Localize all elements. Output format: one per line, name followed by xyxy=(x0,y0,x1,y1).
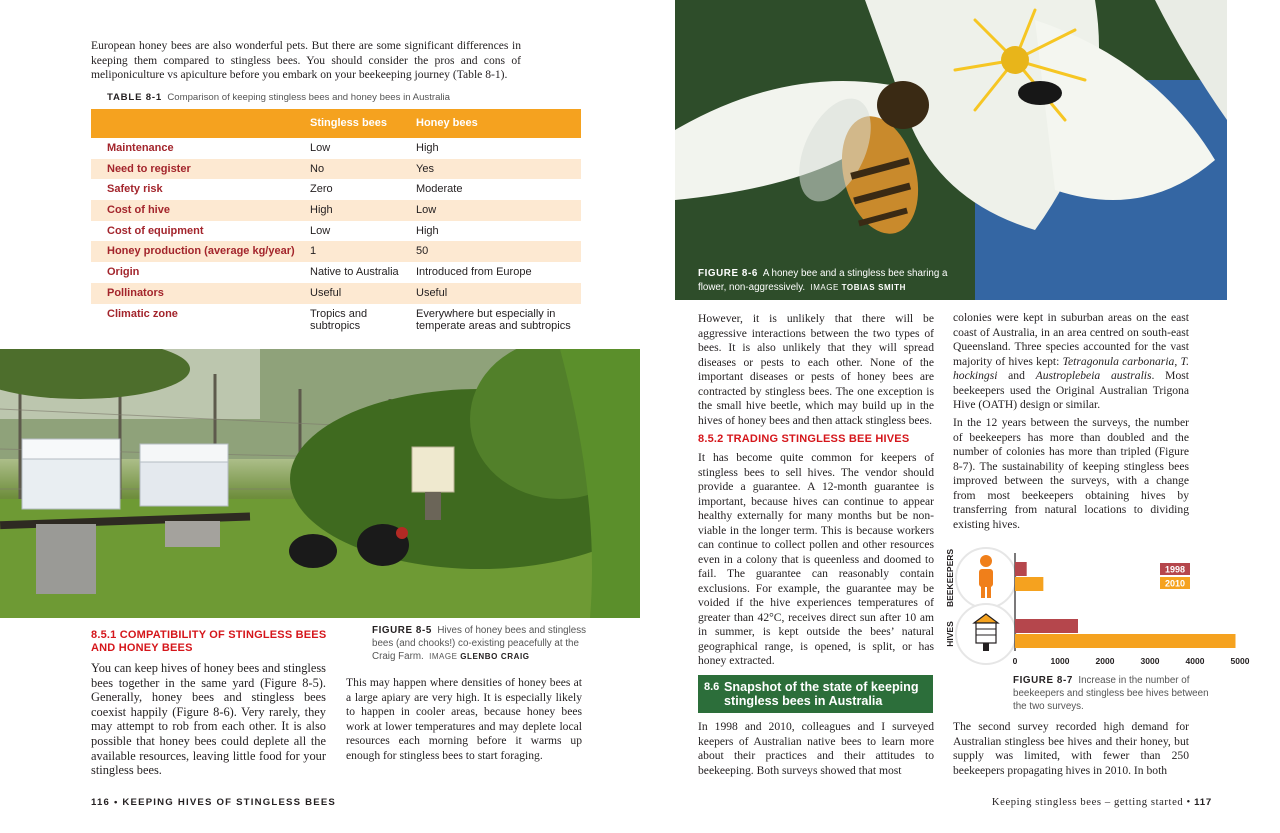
section-number: 8.6 xyxy=(704,681,720,693)
table-row xyxy=(91,241,581,262)
cell-honey: Useful xyxy=(416,286,448,299)
table-header-honey: Honey bees xyxy=(416,117,478,129)
table-row xyxy=(91,179,581,200)
row-label: Need to register xyxy=(107,162,191,175)
row-label: Climatic zone xyxy=(107,307,178,320)
table-row xyxy=(91,221,581,242)
section-heading-8-5-1: 8.5.1 COMPATIBILITY OF STINGLESS BEES AND HONEY BEES xyxy=(91,629,327,654)
credit-name: TOBIAS SMITH xyxy=(841,282,906,292)
cell-honey: Yes xyxy=(416,162,434,175)
figure-text: Hives of honey bees and stingless bees (and chooks!) co-existing peacefully at the Craig Farm. xyxy=(372,625,587,662)
cell-stingless: Tropics and subtropics xyxy=(310,307,368,332)
paragraph-snapshot-3: In the 12 years between the surveys, the number of beekeepers has more than doubled and the number of colonies has more than tripled (Figure 8-7). The sustainability of keeping stingless bees improved between the surveys, with a change from most beekeepers obtaining hives by transferring from natural locations to dividing existing hives. xyxy=(953,416,1189,531)
figure-8-5-caption xyxy=(372,625,587,663)
row-label: Pollinators xyxy=(107,286,164,299)
figure-8-7-caption xyxy=(1013,675,1218,713)
credit-label: IMAGE xyxy=(429,651,458,661)
row-label: Cost of hive xyxy=(107,204,170,217)
cell-honey: Everywhere but especially in temperate areas and subtropics xyxy=(416,307,571,332)
running-title-left: KEEPING HIVES OF STINGLESS BEES xyxy=(122,797,337,808)
row-label: Maintenance xyxy=(107,142,174,154)
footer-right: Keeping stingless bees – getting started • 117 xyxy=(991,797,1212,808)
section-heading-8-5-2: 8.5.2 TRADING STINGLESS BEE HIVES xyxy=(698,433,910,445)
legend-label-1998: 1998 xyxy=(1164,564,1186,575)
table-caption-label: TABLE 8-1 xyxy=(107,92,162,103)
species-name: Tetragonula carbonaria xyxy=(1062,354,1175,368)
section-heading-8-6 xyxy=(698,675,933,713)
row-label: Safety risk xyxy=(107,183,163,196)
cell-stingless: High xyxy=(310,204,333,217)
hives-photo xyxy=(0,349,640,618)
bar-beekeepers-2010 xyxy=(1015,577,1043,591)
cell-honey: High xyxy=(416,224,439,237)
table-row xyxy=(91,159,581,180)
beekeepers-hives-chart xyxy=(943,545,1255,670)
paragraph-snapshot-4: The second survey recorded high demand for Australian stingless bee hives and their honey, but supply was limited, with fewer than 250 beekeepers propagating hives in 2010. In both xyxy=(953,720,1189,777)
x-tick-label: 5000 xyxy=(1230,656,1250,666)
cell-honey: 50 xyxy=(416,245,429,258)
x-tick-label: 3000 xyxy=(1140,656,1160,666)
credit-name: GLENBO CRAIG xyxy=(460,651,530,661)
bee-photo xyxy=(675,0,1227,300)
bee-photo-illustration xyxy=(675,0,1227,300)
x-tick-label: 1000 xyxy=(1050,656,1070,666)
text-run: colonies were kept in suburban areas on the east coast of Australia, in an area centred on south-east Queensland. Three species accounted for the vast majority of hives kept: xyxy=(953,311,1189,368)
text-run: , xyxy=(1174,354,1181,368)
text-run: . Most beekeepers used the Original Australian Trigona Hive (OATH) design or similar. xyxy=(953,369,1189,411)
legend-label-2010: 2010 xyxy=(1164,578,1186,589)
figure-label: FIGURE 8-7 xyxy=(1013,675,1073,686)
cell-stingless: Useful xyxy=(310,286,342,299)
row-label: Origin xyxy=(107,266,140,279)
cell-stingless: 1 xyxy=(310,245,317,258)
credit-label: IMAGE xyxy=(810,282,839,292)
row-label: Honey production (average kg/year) xyxy=(107,245,295,258)
cell-honey: Moderate xyxy=(416,183,463,196)
cell-stingless: No xyxy=(310,162,325,175)
cell-stingless: Native to Australia xyxy=(310,266,399,279)
cell-stingless: Low xyxy=(310,224,331,237)
cell-honey: High xyxy=(416,142,439,154)
x-tick-label: 0 xyxy=(1012,656,1018,666)
figure-label: FIGURE 8-6 xyxy=(698,268,758,279)
cell-stingless: Low xyxy=(310,142,331,154)
bar-beekeepers-1998 xyxy=(1015,562,1027,576)
category-label-hives: HIVES xyxy=(945,621,955,647)
table-row xyxy=(91,262,581,283)
running-title-right: Keeping stingless bees – getting started xyxy=(991,797,1184,808)
bar-hives-1998 xyxy=(1015,619,1078,633)
table-header-stingless: Stingless bees xyxy=(310,117,388,129)
category-label-beekeepers: BEEKEEPERS xyxy=(945,548,955,608)
table-caption-text: Comparison of keeping stingless bees and honey bees in Australia xyxy=(167,92,451,103)
cell-honey: Introduced from Europe xyxy=(416,266,532,279)
paragraph-snapshot-2 xyxy=(953,311,1189,413)
page-number-left: 116 xyxy=(91,797,111,808)
x-tick-label: 2000 xyxy=(1095,656,1115,666)
paragraph-compatibility-2: This may happen where densities of honey bees at a large apiary are very high. It is especially likely to happen in cooler areas, because honey bees work at lower temperatures and may deplete local resources each morning before it warms up enough for stingless bees to start foraging. xyxy=(346,676,582,762)
row-label: Cost of equipment xyxy=(107,224,204,237)
paragraph-snapshot-1: In 1998 and 2010, colleagues and I surveyed keepers of Australian native bees to learn more about their practices and their attitudes to beekeeping. Both surveys showed that most xyxy=(698,720,934,777)
figure-label: FIGURE 8-5 xyxy=(372,625,432,636)
table-caption xyxy=(107,92,450,103)
chart-legend xyxy=(1160,563,1190,589)
species-name: Austroplebeia australis xyxy=(1035,369,1152,382)
table-row xyxy=(91,138,581,159)
section-title: Snapshot of the state of keeping stingless bees in Australia xyxy=(724,680,919,708)
bar-hives-2010 xyxy=(1015,634,1236,648)
table-row xyxy=(91,200,581,221)
figure-text: A honey bee and a stingless bee sharing a flower, non-aggressively. xyxy=(698,268,948,293)
text-run: and xyxy=(997,369,1036,382)
figure-8-6-caption xyxy=(698,267,948,294)
figure-text: Increase in the number of beekeepers and stingless bee hives between the two surveys. xyxy=(1013,675,1209,712)
paragraph-trading: It has become quite common for keepers of stingless bees to sell hives. The vendor should provide a guarantee. A 12-month guarantee is important, because hives can continue to appear healthy externally for many months but be non-viable in the longer term. This is because workers can continue to collect pollen and other resources even in a colony that is queenless and doomed to fail. The guarantee can reasonably contain exclusions. For example, the guarantee may be voided if the hive experiences temperatures of greater than 42°C, receives direct sun after 10 am in summer, is kept outside the bees’ natural geographical range, is opened, is split, or has honey extracted. xyxy=(698,451,934,667)
cell-stingless: Zero xyxy=(310,183,333,196)
page-number-right: 117 xyxy=(1194,797,1212,808)
footer-left: 116 • KEEPING HIVES OF STINGLESS BEES xyxy=(91,797,337,808)
paragraph-compatibility-1: You can keep hives of honey bees and stingless bees together in the same yard (Figure 8-5). Generally, honey bees and stingless bees coexist happily (Figure 8-6). Very rarely, they may attempt to rob from each other. It is also possible that honey bees could deplete all the available resources, leaving little food for your stingless bees. xyxy=(91,661,326,778)
table-row xyxy=(91,283,581,304)
table-row xyxy=(91,304,581,338)
table-header-row xyxy=(91,109,581,138)
cell-honey: Low xyxy=(416,204,437,217)
x-tick-label: 4000 xyxy=(1185,656,1205,666)
hives-photo-illustration xyxy=(0,349,640,618)
species-name: T. hockingsi xyxy=(953,354,1189,382)
intro-paragraph: European honey bees are also wonderful pets. But there are some significant differences in keeping them compared to stingless bees. You should consider the pros and cons of meliponiculture vs apiculture before you embark on your beekeeping journey (Table 8-1). xyxy=(91,39,521,82)
comparison-table xyxy=(91,109,581,338)
paragraph-compatibility-3: However, it is unlikely that there will be aggressive interactions between the two types of bees. It is also unlikely that they will spread diseases or pests to each other. None of the important diseases or pests of honey bees are contracted by stingless bees. The one exception is the small hive beetle, which may build up in the hives of honey bees and then attack stingless bees. xyxy=(698,312,934,427)
